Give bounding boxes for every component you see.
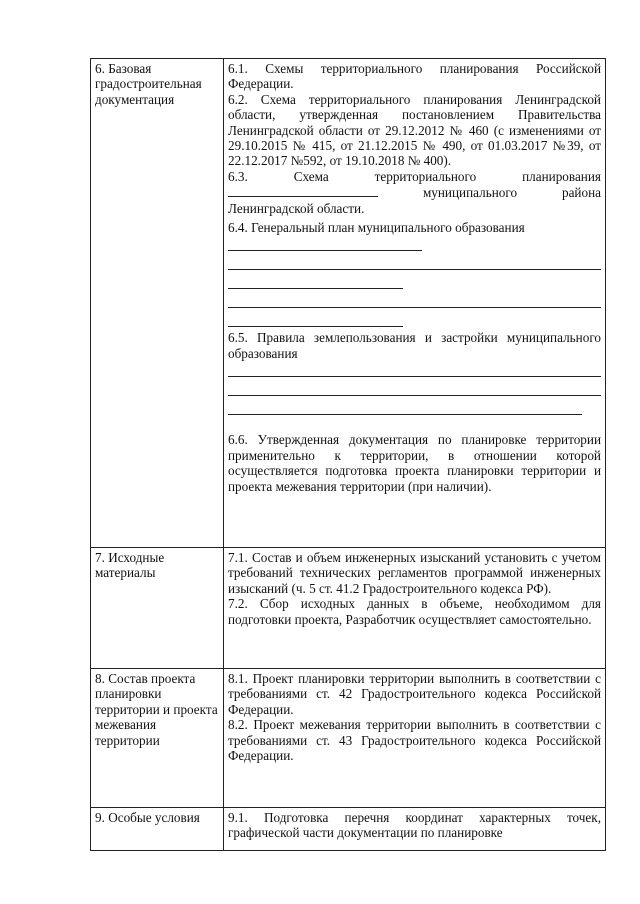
terms-of-reference-table [90,58,606,851]
clause-6-3 [228,169,601,216]
row-content-project-composition [224,669,606,808]
blank-line [228,273,403,289]
table-row [91,669,606,808]
clause-8-2: 8.2. Проект межевания территории выполнить в соответствии с требованиями ст. 43 Градостроительного кодекса Российской Федерации. [228,717,601,764]
clause-6-2: 6.2. Схема территориального планирования Ленинградской области, утвержденная постановлением Правительства Ленинградской области от 29.12.2012 № 460 (с изменениями от 29.10.2015 № 415, от 21.12.2015 № 490, от 01.03.2017 №39, от 22.12.2017 №592, от 19.10.2018 № 400). [228,91,601,169]
blank-line [228,311,403,327]
row-content-special-conditions [224,808,606,851]
clause-6-6: 6.6. Утвержденная документация по планировке территории применительно к территории, в отношении которой осуществляется подготовка проекта планировки территории и проекта межевания территории (при наличии). [228,432,601,494]
blank-line [228,254,601,270]
row-label-project-composition: 8. Состав проекта планировки территории и проекта межевания территории [91,669,224,808]
clause-6-5: 6.5. Правила землепользования и застройки муниципального образования [228,330,601,361]
row-content-source-materials [224,548,606,669]
blank-line [228,399,582,415]
blank-line [228,292,601,308]
clause-6-3-prefix: 6.3. Схема территориального планирования [228,168,601,184]
clause-8-1: 8.1. Проект планировки территории выполнить в соответствии с требованиями ст. 42 Градостроительного кодекса Российской Федерации. [228,671,601,717]
clause-7-2: 7.2. Сбор исходных данных в объеме, необходимом для подготовки проекта, Разработчик осуществляет самостоятельно. [228,596,601,627]
row-label-special-conditions: 9. Особые условия [91,808,224,851]
table-row [91,59,606,548]
blank-line [228,235,422,251]
blank-line [228,184,378,197]
row-label-base-documentation: 6. Базовая градостроительная документация [91,59,224,548]
table-row [91,548,606,669]
clause-9-1: 9.1. Подготовка перечня координат характерных точек, графической части документации по планировке [228,810,601,841]
clause-6-3-suffix: муниципального района Ленинградской области. [228,185,601,216]
row-label-source-materials: 7. Исходные материалы [91,548,224,669]
table-row [91,808,606,851]
blank-line [228,361,601,377]
clause-6-4: 6.4. Генеральный план муниципального образования [228,220,525,236]
row-content-base-documentation [224,59,606,548]
clause-7-1: 7.1. Состав и объем инженерных изысканий установить с учетом требований технических регламентов программой инженерных изысканий (ч. 5 ст. 41.2 Градостроительного кодекса РФ). [228,550,601,596]
clause-6-1: 6.1. Схемы территориального планирования Российской Федерации. [228,61,601,92]
blank-line [228,380,601,396]
